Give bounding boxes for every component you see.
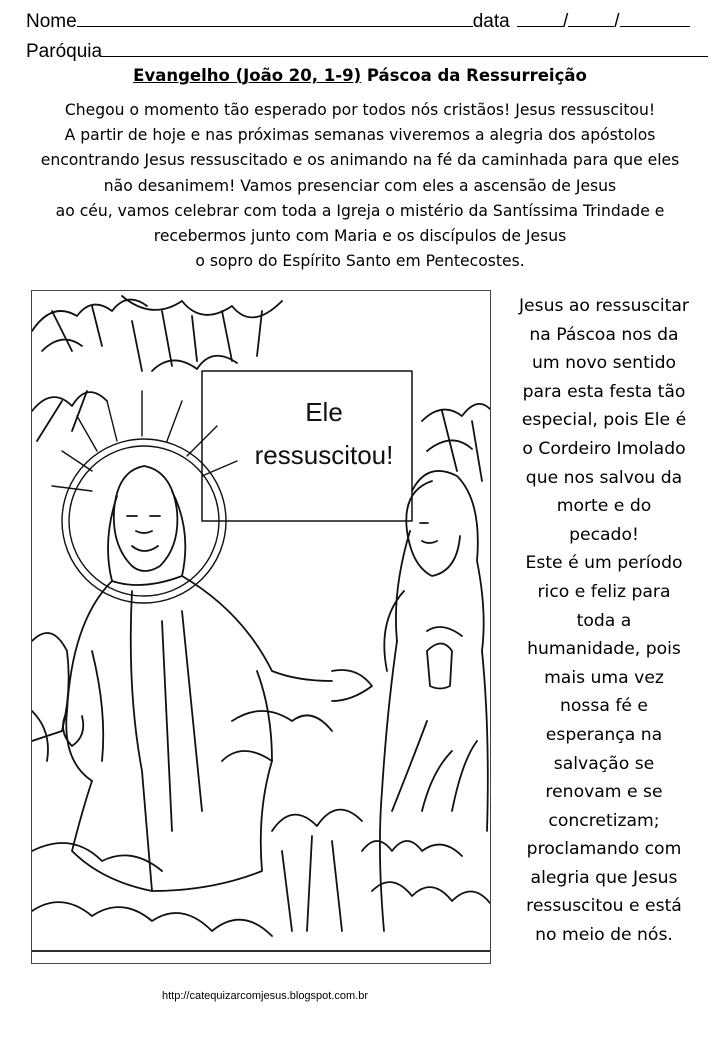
intro-line: Chegou o momento tão esperado por todos nós cristãos! Jesus ressuscitou! xyxy=(64,101,656,119)
side-line: no meio de nós. xyxy=(535,925,673,946)
intro-line: o sopro do Espírito Santo em Pentecostes. xyxy=(195,252,525,271)
mary-magdalene-figure xyxy=(380,471,488,931)
side-line: humanidade, pois xyxy=(527,639,681,660)
sign-text-line1: Ele xyxy=(305,397,343,427)
side-line: alegria que Jesus xyxy=(530,867,678,888)
name-date-row xyxy=(26,8,690,33)
side-line: na Páscoa nos da xyxy=(529,324,679,345)
side-line: rico e feliz para xyxy=(537,581,671,602)
parish-field[interactable] xyxy=(102,38,708,57)
side-line: mais uma vez xyxy=(544,667,664,688)
side-line: para esta festa tão xyxy=(522,381,686,402)
jar-icon xyxy=(427,644,452,689)
intro-line: A partir de hoje e nas próximas semanas viveremos a alegria dos apóstolos xyxy=(64,126,656,145)
footer-url[interactable]: http://catequizarcomjesus.blogspot.com.br xyxy=(161,990,369,1002)
date-label: data xyxy=(472,11,510,32)
feast-name: Páscoa da Ressurreição xyxy=(366,66,587,85)
sign-text-line2: ressuscitou! xyxy=(254,440,394,470)
side-text xyxy=(494,292,714,950)
date-year-field[interactable] xyxy=(620,8,690,27)
intro-line: não desanimem! Vamos presenciar com eles a ascensão de Jesus xyxy=(103,176,617,195)
side-line: Este é um período xyxy=(525,553,683,574)
side-line: ressuscitou e está xyxy=(526,896,682,917)
coloring-illustration xyxy=(31,290,491,964)
side-line: toda a xyxy=(576,610,632,631)
resurrection-drawing xyxy=(32,291,490,963)
side-line: esperança na xyxy=(545,724,663,745)
side-line: nossa fé e xyxy=(560,696,648,717)
date-month-field[interactable] xyxy=(568,8,614,27)
intro-paragraph xyxy=(6,98,714,274)
side-line: morte e do xyxy=(556,496,652,517)
parish-row xyxy=(26,38,708,63)
gospel-reference: Evangelho (João 20, 1-9) xyxy=(133,66,362,85)
side-line: especial, pois Ele é xyxy=(521,410,687,431)
intro-line: ao céu, vamos celebrar com toda a Igreja o mistério da Santíssima Trindade e xyxy=(55,201,665,220)
side-line: um novo sentido xyxy=(531,353,677,374)
side-line: o Cordeiro Imolado xyxy=(522,438,686,459)
side-line: pecado! xyxy=(569,524,639,545)
side-line: que nos salvou da xyxy=(525,467,683,488)
date-day-field[interactable] xyxy=(517,8,563,27)
intro-line: encontrando Jesus ressuscitado e os animando na fé da caminhada para que eles xyxy=(40,151,680,170)
side-line: concretizam; xyxy=(548,810,660,831)
intro-line: recebermos junto com Maria e os discípulos de Jesus xyxy=(153,227,567,246)
jesus-figure xyxy=(63,466,372,891)
date-separator: / xyxy=(562,11,569,32)
parish-label: Paróquia xyxy=(26,41,103,62)
side-line: salvação se xyxy=(553,753,655,774)
side-line: Jesus ao ressuscitar xyxy=(518,296,689,316)
side-line: renovam e se xyxy=(545,782,663,803)
date-separator: / xyxy=(614,11,620,32)
page-title xyxy=(0,66,720,85)
tomb-entrance xyxy=(32,633,69,761)
name-field[interactable] xyxy=(77,8,473,27)
side-line: proclamando com xyxy=(526,839,682,860)
name-label: Nome xyxy=(26,11,77,32)
